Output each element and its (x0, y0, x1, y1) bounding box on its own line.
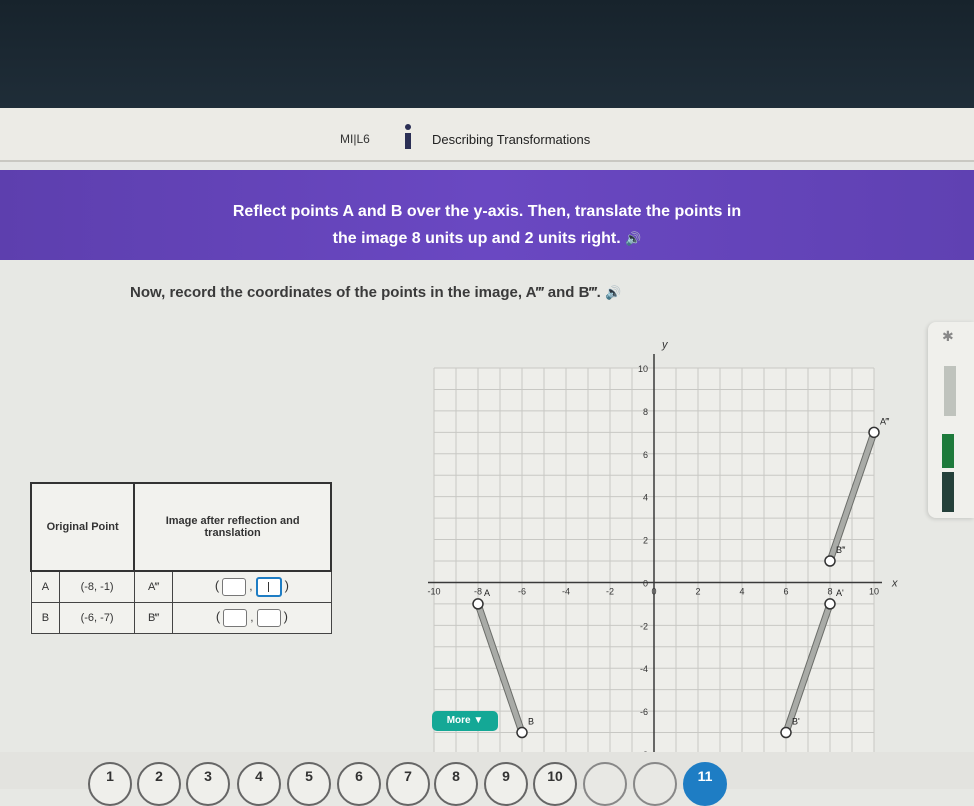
course-label: MI|L6 (340, 132, 370, 146)
step-blank[interactable] (633, 762, 677, 806)
step-4[interactable]: 4 (237, 762, 281, 806)
instruction-text (0, 198, 974, 252)
answer-x-input[interactable] (223, 609, 247, 627)
info-icon[interactable] (402, 124, 414, 150)
y-tick-label: 6 (642, 449, 648, 460)
top-dark-bar (0, 0, 974, 108)
point-A‴[interactable] (869, 427, 879, 437)
speaker-icon[interactable]: 🔊 (625, 231, 642, 246)
y-tick-label: -6 (639, 707, 648, 718)
step-8[interactable]: 8 (434, 762, 478, 806)
image-point-name: A‴ (134, 571, 173, 603)
prompt-text: Now, record the coordinates of the points in the image, A‴ and B‴. (130, 284, 601, 301)
x-tick-label: 0 (651, 586, 657, 597)
header-image-point: Image after reflection and translation (134, 483, 331, 571)
y-tick-label: 4 (642, 492, 648, 503)
point-name: A (31, 571, 60, 603)
point-A'[interactable] (825, 599, 835, 609)
x-tick-label: -10 (427, 586, 441, 597)
x-tick-label: -8 (473, 586, 483, 597)
y-tick-label: 2 (642, 535, 648, 546)
step-2[interactable]: 2 (137, 762, 181, 806)
image-point-name: B‴ (134, 603, 173, 634)
point-label: A (484, 587, 491, 598)
y-tick-label: 8 (642, 406, 648, 417)
coordinates-table (30, 482, 332, 634)
lesson-title: Describing Transformations (432, 132, 591, 147)
point-A[interactable] (473, 599, 483, 609)
x-tick-label: 8 (827, 586, 833, 597)
point-B‴[interactable] (825, 556, 835, 566)
progress-bar-segment (942, 472, 954, 512)
star-icon[interactable]: ✱ (942, 328, 954, 344)
point-coordinates: (-6, -7) (60, 603, 134, 634)
step-9[interactable]: 9 (484, 762, 528, 806)
answer-cell: ( , ) (173, 571, 331, 603)
step-blank[interactable] (583, 762, 627, 806)
point-label: A‴ (880, 416, 890, 427)
point-B[interactable] (517, 728, 527, 738)
step-1[interactable]: 1 (88, 762, 132, 806)
point-label: B' (792, 716, 800, 727)
step-10[interactable]: 10 (533, 762, 577, 806)
table-row (31, 603, 331, 634)
x-tick-label: -6 (517, 586, 527, 597)
right-side-panel[interactable] (928, 322, 974, 518)
step-5[interactable]: 5 (287, 762, 331, 806)
x-tick-label: 10 (868, 586, 880, 597)
answer-cell: ( , ) (173, 603, 331, 634)
instruction-line-2: the image 8 units up and 2 units right. (332, 230, 621, 247)
y-tick-label: 0 (642, 578, 648, 589)
x-tick-label: -4 (561, 586, 571, 597)
progress-bar-segment (944, 366, 956, 416)
x-axis-label: x (892, 577, 898, 590)
y-axis-label: y (662, 339, 668, 351)
table-row (31, 571, 331, 603)
instruction-line-1: Reflect points A and B over the y-axis. Then, translate the points in (232, 203, 742, 220)
y-tick-label: 10 (637, 364, 648, 374)
header-original-point: Original Point (31, 483, 134, 571)
answer-y-input[interactable] (256, 577, 282, 597)
point-label: B‴ (836, 545, 846, 555)
speaker-icon-prompt[interactable]: 🔊 (604, 285, 622, 300)
progress-bar-segment (942, 434, 954, 468)
y-tick-label: -4 (639, 664, 648, 675)
step-3[interactable]: 3 (186, 762, 230, 806)
question-prompt (130, 284, 621, 301)
point-B'[interactable] (781, 728, 791, 738)
step-6[interactable]: 6 (337, 762, 381, 806)
coordinate-plane (418, 328, 898, 758)
point-label: A' (836, 587, 844, 598)
step-7[interactable]: 7 (386, 762, 430, 806)
step-current[interactable]: 11 (683, 762, 727, 806)
point-coordinates: (-8, -1) (60, 571, 134, 603)
more-button[interactable]: More ▼ (432, 711, 498, 731)
y-tick-label: -2 (639, 621, 648, 632)
answer-y-input[interactable] (257, 609, 281, 627)
point-label: B (528, 716, 535, 727)
point-name: B (31, 603, 60, 634)
x-tick-label: 2 (695, 586, 701, 597)
x-tick-label: 6 (783, 586, 789, 597)
x-tick-label: -2 (605, 586, 615, 597)
x-tick-label: 4 (739, 586, 745, 597)
answer-x-input[interactable] (222, 578, 246, 596)
